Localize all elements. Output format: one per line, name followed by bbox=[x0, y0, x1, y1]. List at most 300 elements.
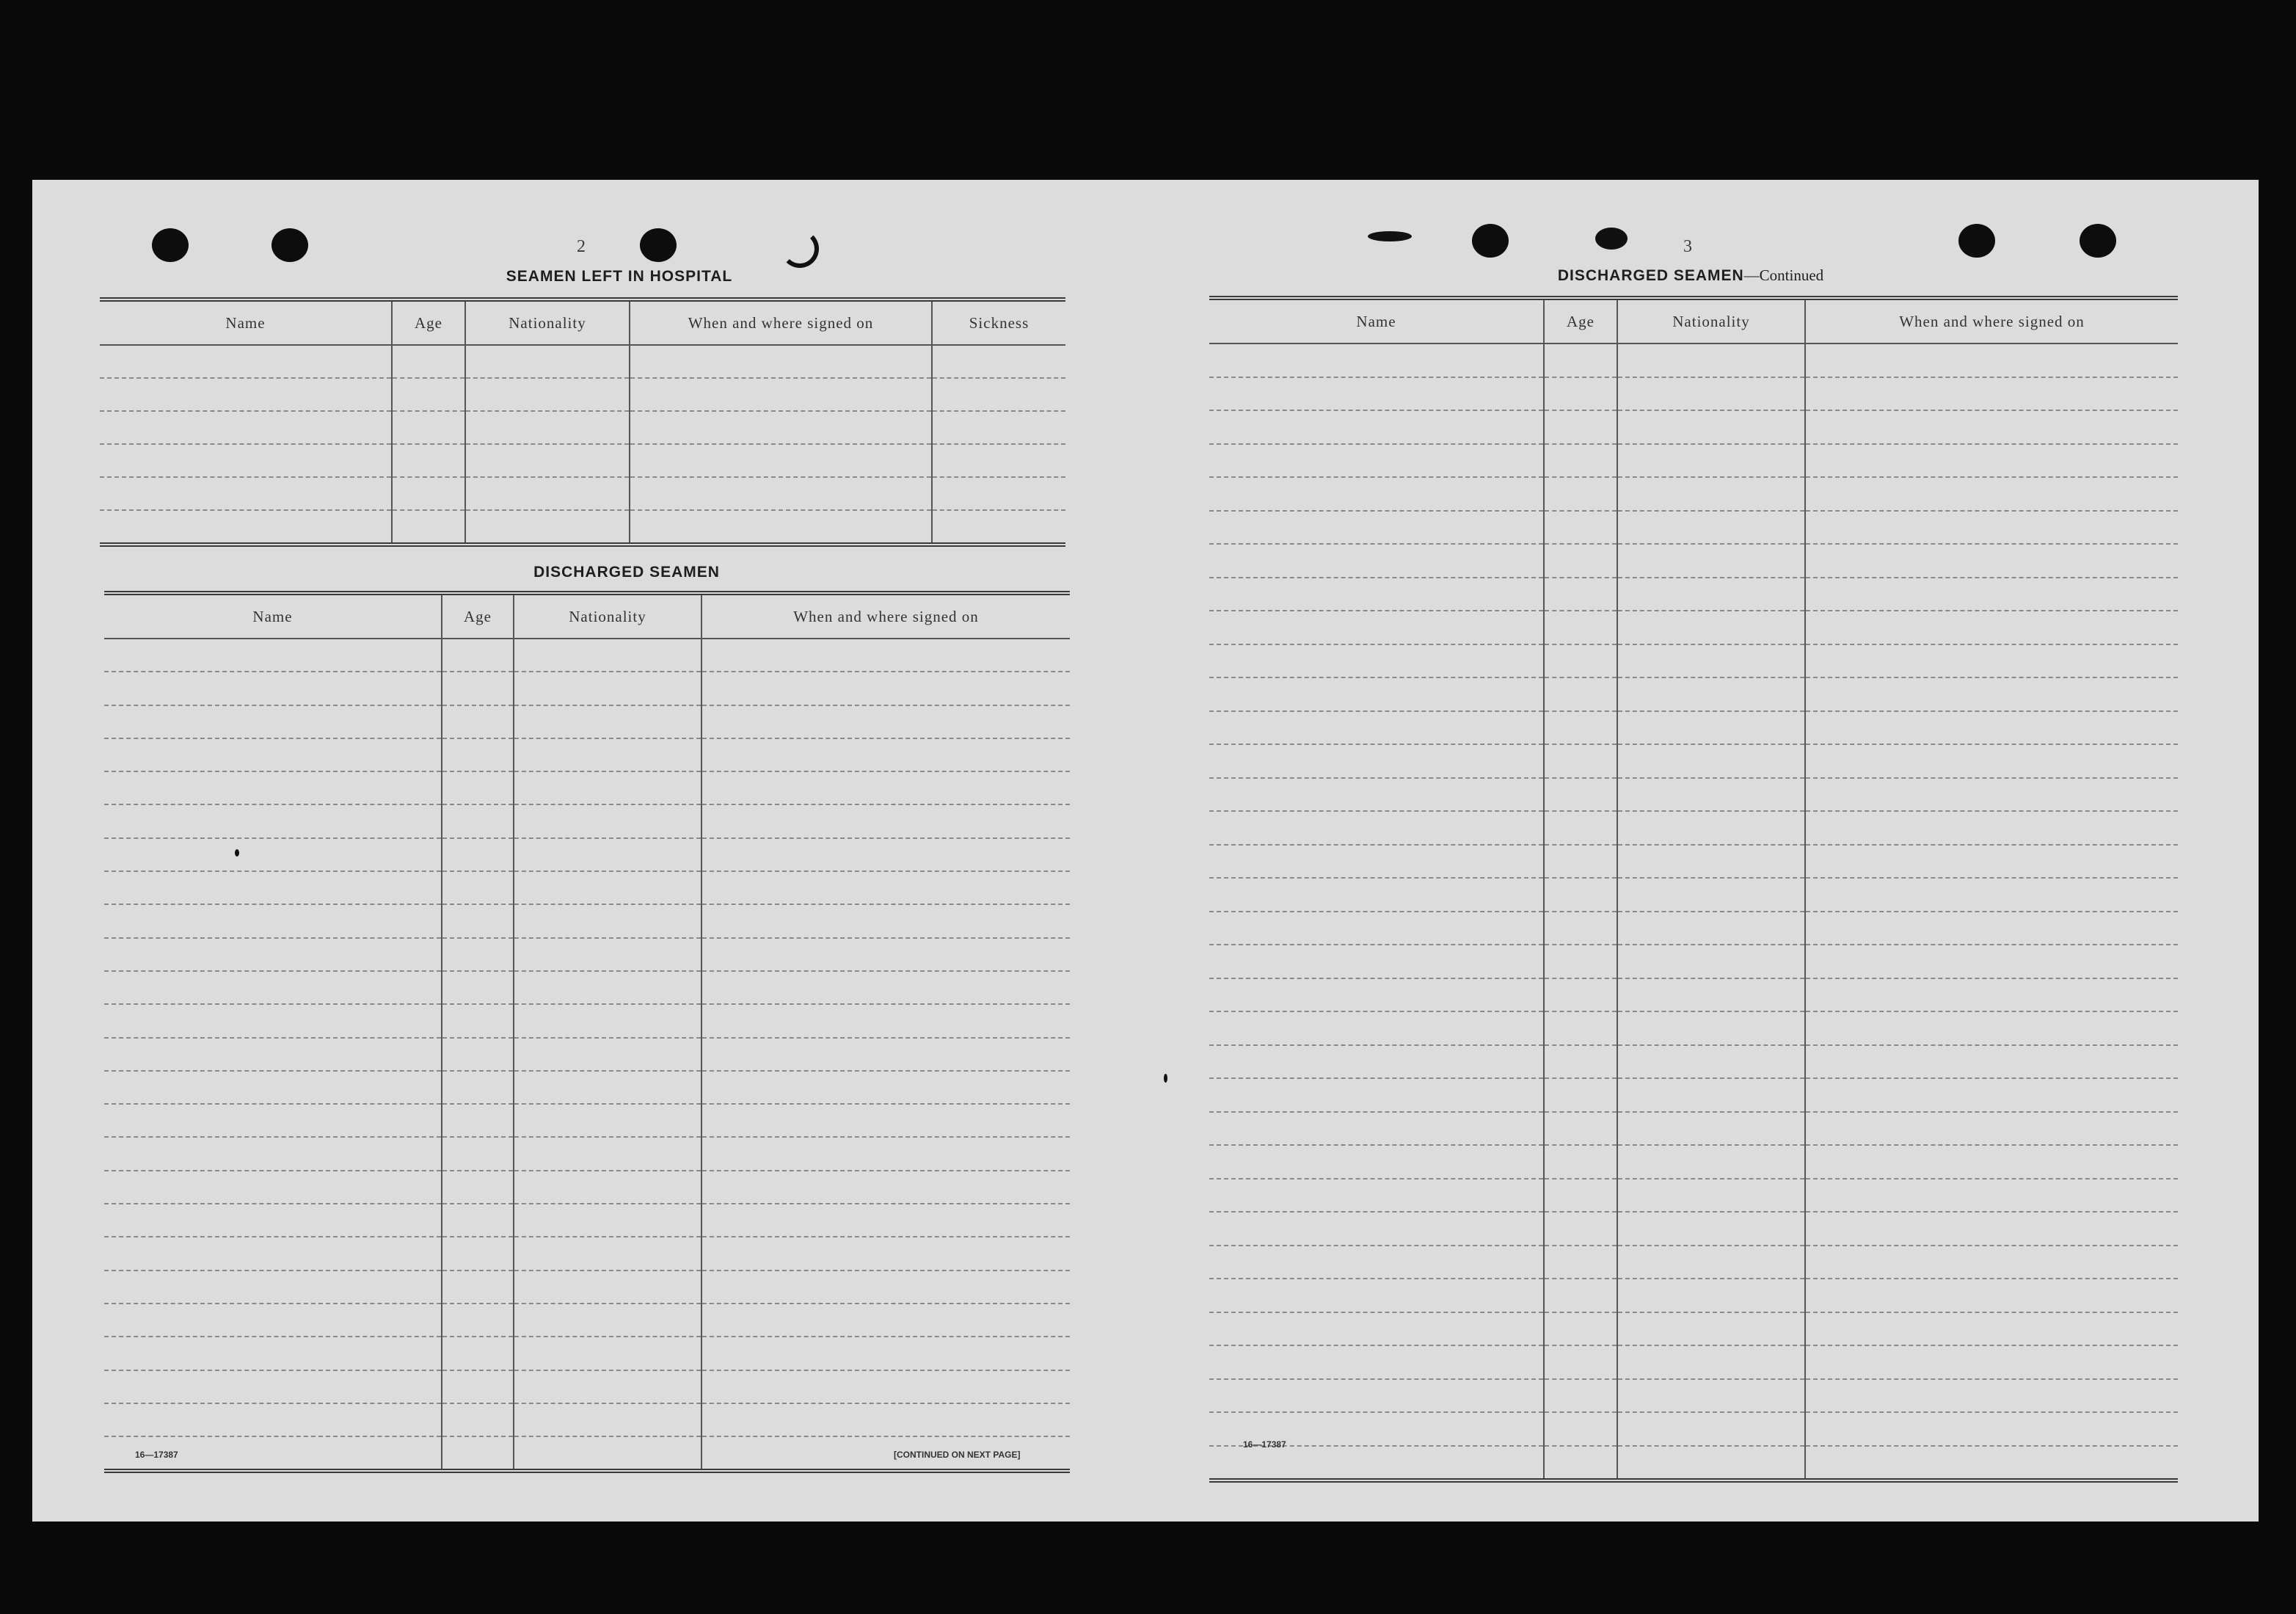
blank-cell bbox=[1544, 1212, 1617, 1246]
blank-cell bbox=[104, 804, 442, 837]
blank-cell bbox=[630, 510, 932, 545]
blank-cell bbox=[104, 1004, 442, 1037]
blank-cell bbox=[1209, 845, 1544, 879]
torn-punch-mark bbox=[1595, 228, 1628, 250]
table-row bbox=[1209, 878, 2178, 912]
table-row bbox=[104, 1304, 1070, 1337]
blank-cell bbox=[1805, 1345, 2178, 1379]
blank-cell bbox=[1544, 444, 1617, 478]
section-title-discharged: DISCHARGED SEAMEN bbox=[533, 564, 720, 581]
blank-cell bbox=[1617, 1379, 1805, 1413]
continued-suffix: —Continued bbox=[1743, 266, 1824, 284]
blank-cell bbox=[1209, 778, 1544, 812]
blank-cell bbox=[701, 1171, 1070, 1204]
blank-cell bbox=[1617, 444, 1805, 478]
table-row bbox=[1209, 1379, 2178, 1413]
blank-cell bbox=[701, 1104, 1070, 1137]
table-row bbox=[104, 1071, 1070, 1104]
blank-cell bbox=[701, 738, 1070, 771]
blank-cell bbox=[442, 1004, 514, 1037]
blank-cell bbox=[1617, 1412, 1805, 1446]
table-row bbox=[1209, 377, 2178, 411]
blank-cell bbox=[392, 345, 465, 378]
form-sheet bbox=[32, 180, 2259, 1522]
table-row bbox=[1209, 1279, 2178, 1312]
punch-hole bbox=[2080, 224, 2116, 258]
blank-cell bbox=[1805, 1312, 2178, 1346]
blank-cell bbox=[104, 938, 442, 971]
blank-cell bbox=[1617, 343, 1805, 377]
blank-cell bbox=[932, 444, 1065, 477]
blank-cell bbox=[514, 838, 701, 871]
blank-cell bbox=[442, 1237, 514, 1270]
blank-cell bbox=[1209, 1179, 1544, 1213]
blank-cell bbox=[630, 477, 932, 510]
blank-cell bbox=[514, 1137, 701, 1170]
blank-cell bbox=[442, 1304, 514, 1337]
table-row bbox=[1209, 511, 2178, 545]
blank-cell bbox=[442, 771, 514, 804]
torn-punch-mark bbox=[781, 230, 819, 268]
blank-cell bbox=[104, 1271, 442, 1304]
blank-cell bbox=[1617, 978, 1805, 1012]
blank-cell bbox=[104, 1403, 442, 1436]
blank-cell bbox=[1805, 511, 2178, 545]
blank-cell bbox=[442, 1204, 514, 1237]
blank-cell bbox=[442, 1071, 514, 1104]
table-row bbox=[104, 1337, 1070, 1370]
blank-cell bbox=[514, 904, 701, 937]
blank-cell bbox=[514, 738, 701, 771]
blank-cell bbox=[442, 1271, 514, 1304]
blank-cell bbox=[1617, 945, 1805, 978]
blank-cell bbox=[442, 838, 514, 871]
blank-cell bbox=[1805, 1246, 2178, 1279]
blank-cell bbox=[1209, 1312, 1544, 1346]
blank-cell bbox=[104, 738, 442, 771]
blank-cell bbox=[1209, 1112, 1544, 1146]
blank-cell bbox=[1617, 1212, 1805, 1246]
blank-cell bbox=[630, 444, 932, 477]
blank-cell bbox=[1209, 343, 1544, 377]
blank-cell bbox=[1544, 711, 1617, 745]
table-row bbox=[100, 411, 1065, 444]
blank-cell bbox=[701, 1337, 1070, 1370]
table-row bbox=[104, 1204, 1070, 1237]
table-row bbox=[100, 510, 1065, 545]
blank-cell bbox=[1617, 644, 1805, 678]
blank-cell bbox=[1805, 1279, 2178, 1312]
section-title-hospital: SEAMEN LEFT IN HOSPITAL bbox=[506, 268, 733, 285]
blank-cell bbox=[701, 904, 1070, 937]
blank-cell bbox=[1544, 744, 1617, 778]
form-number-left: 16—17387 bbox=[135, 1450, 178, 1460]
table-row bbox=[1209, 912, 2178, 945]
table-row bbox=[104, 938, 1070, 971]
blank-cell bbox=[1805, 845, 2178, 879]
blank-cell bbox=[100, 477, 392, 510]
blank-cell bbox=[442, 904, 514, 937]
blank-cell bbox=[1544, 1446, 1617, 1481]
table-row bbox=[104, 904, 1070, 937]
table-row bbox=[104, 672, 1070, 705]
column-header-age: Age bbox=[442, 593, 514, 639]
table-row bbox=[1209, 578, 2178, 611]
blank-cell bbox=[104, 904, 442, 937]
blank-cell bbox=[1617, 1112, 1805, 1146]
blank-cell bbox=[932, 378, 1065, 411]
blank-cell bbox=[1617, 578, 1805, 611]
blank-cell bbox=[104, 1204, 442, 1237]
blank-cell bbox=[442, 738, 514, 771]
table-row bbox=[104, 705, 1070, 738]
blank-cell bbox=[1805, 945, 2178, 978]
table-row bbox=[100, 444, 1065, 477]
blank-cell bbox=[1617, 845, 1805, 879]
blank-cell bbox=[442, 971, 514, 1004]
blank-cell bbox=[514, 1337, 701, 1370]
blank-cell bbox=[1805, 1379, 2178, 1413]
blank-cell bbox=[465, 378, 630, 411]
table-row bbox=[104, 1403, 1070, 1436]
blank-cell bbox=[100, 411, 392, 444]
punch-hole bbox=[1472, 224, 1509, 258]
blank-cell bbox=[1544, 1112, 1617, 1146]
blank-cell bbox=[1617, 778, 1805, 812]
blank-cell bbox=[1544, 477, 1617, 511]
blank-cell bbox=[1805, 578, 2178, 611]
blank-cell bbox=[1209, 1379, 1544, 1413]
blank-cell bbox=[1209, 677, 1544, 711]
blank-cell bbox=[442, 1370, 514, 1403]
blank-cell bbox=[514, 1370, 701, 1403]
blank-cell bbox=[1617, 711, 1805, 745]
blank-cell bbox=[701, 1137, 1070, 1170]
table-row bbox=[1209, 1011, 2178, 1045]
table-row bbox=[1209, 744, 2178, 778]
blank-cell bbox=[100, 345, 392, 378]
table-row bbox=[104, 1171, 1070, 1204]
blank-cell bbox=[1617, 811, 1805, 845]
blank-cell bbox=[104, 771, 442, 804]
blank-cell bbox=[1544, 878, 1617, 912]
blank-cell bbox=[104, 971, 442, 1004]
column-header-signed-on: When and where signed on bbox=[630, 299, 932, 345]
blank-cell bbox=[1805, 778, 2178, 812]
blank-cell bbox=[1617, 410, 1805, 444]
blank-cell bbox=[1805, 444, 2178, 478]
blank-cell bbox=[1617, 744, 1805, 778]
blank-cell bbox=[1617, 878, 1805, 912]
blank-cell bbox=[442, 1337, 514, 1370]
table-row bbox=[104, 1038, 1070, 1071]
blank-cell bbox=[630, 411, 932, 444]
blank-cell bbox=[1209, 544, 1544, 578]
blank-cell bbox=[1544, 343, 1617, 377]
blank-cell bbox=[1209, 1246, 1544, 1279]
blank-cell bbox=[514, 971, 701, 1004]
discharged-rows bbox=[104, 639, 1070, 1471]
blank-cell bbox=[932, 411, 1065, 444]
column-header-sickness: Sickness bbox=[932, 299, 1065, 345]
table-row bbox=[1209, 945, 2178, 978]
blank-cell bbox=[701, 705, 1070, 738]
column-header-nationality: Nationality bbox=[514, 593, 701, 639]
blank-cell bbox=[1617, 377, 1805, 411]
table-row bbox=[1209, 1345, 2178, 1379]
blank-cell bbox=[1209, 477, 1544, 511]
blank-cell bbox=[1805, 1011, 2178, 1045]
column-header-nationality: Nationality bbox=[1617, 298, 1805, 343]
table-row bbox=[1209, 711, 2178, 745]
ink-speck bbox=[1164, 1074, 1167, 1083]
table-row bbox=[1209, 1446, 2178, 1481]
blank-cell bbox=[1805, 677, 2178, 711]
blank-cell bbox=[1544, 1145, 1617, 1179]
blank-cell bbox=[1209, 978, 1544, 1012]
blank-cell bbox=[932, 477, 1065, 510]
blank-cell bbox=[104, 1370, 442, 1403]
blank-cell bbox=[1544, 1179, 1617, 1213]
table-row bbox=[1209, 1112, 2178, 1146]
blank-cell bbox=[514, 639, 701, 672]
blank-cell bbox=[701, 838, 1070, 871]
blank-cell bbox=[1805, 978, 2178, 1012]
blank-cell bbox=[1544, 1246, 1617, 1279]
blank-cell bbox=[1209, 644, 1544, 678]
blank-cell bbox=[442, 804, 514, 837]
blank-cell bbox=[442, 1038, 514, 1071]
blank-cell bbox=[1209, 410, 1544, 444]
blank-cell bbox=[701, 1004, 1070, 1037]
blank-cell bbox=[1544, 1078, 1617, 1112]
blank-cell bbox=[701, 1370, 1070, 1403]
blank-cell bbox=[392, 444, 465, 477]
blank-cell bbox=[1209, 1279, 1544, 1312]
table-row bbox=[104, 971, 1070, 1004]
blank-cell bbox=[465, 477, 630, 510]
table-row bbox=[100, 378, 1065, 411]
blank-cell bbox=[1805, 811, 2178, 845]
column-header-name: Name bbox=[100, 299, 392, 345]
blank-cell bbox=[1544, 1379, 1617, 1413]
blank-cell bbox=[1544, 1312, 1617, 1346]
blank-cell bbox=[1805, 544, 2178, 578]
blank-cell bbox=[1544, 511, 1617, 545]
blank-cell bbox=[1617, 1312, 1805, 1346]
blank-cell bbox=[1544, 377, 1617, 411]
blank-cell bbox=[1544, 912, 1617, 945]
blank-cell bbox=[1544, 1279, 1617, 1312]
hospital-rows bbox=[100, 345, 1065, 545]
blank-cell bbox=[1209, 1345, 1544, 1379]
blank-cell bbox=[392, 378, 465, 411]
blank-cell bbox=[701, 804, 1070, 837]
table-row bbox=[1209, 1145, 2178, 1179]
table-row bbox=[1209, 544, 2178, 578]
blank-cell bbox=[442, 672, 514, 705]
blank-cell bbox=[442, 705, 514, 738]
blank-cell bbox=[1544, 1345, 1617, 1379]
column-header-signed-on: When and where signed on bbox=[1805, 298, 2178, 343]
blank-cell bbox=[932, 345, 1065, 378]
blank-cell bbox=[1617, 611, 1805, 644]
blank-cell bbox=[442, 1104, 514, 1137]
table-row bbox=[1209, 410, 2178, 444]
blank-cell bbox=[1209, 1078, 1544, 1112]
blank-cell bbox=[514, 1038, 701, 1071]
blank-cell bbox=[1209, 1011, 1544, 1045]
blank-cell bbox=[1617, 1078, 1805, 1112]
blank-cell bbox=[1209, 1145, 1544, 1179]
blank-cell bbox=[1805, 1045, 2178, 1079]
blank-cell bbox=[1617, 1446, 1805, 1481]
section-title-text: DISCHARGED SEAMEN bbox=[1557, 267, 1744, 284]
blank-cell bbox=[104, 871, 442, 904]
table-row bbox=[1209, 778, 2178, 812]
blank-cell bbox=[701, 1204, 1070, 1237]
blank-cell bbox=[104, 1137, 442, 1170]
blank-cell bbox=[1544, 1011, 1617, 1045]
blank-cell bbox=[701, 639, 1070, 672]
discharged-table bbox=[104, 591, 1070, 1473]
table-row bbox=[1209, 978, 2178, 1012]
blank-cell bbox=[1544, 611, 1617, 644]
blank-cell bbox=[1805, 410, 2178, 444]
blank-cell bbox=[701, 1237, 1070, 1270]
table-row bbox=[100, 477, 1065, 510]
blank-cell bbox=[442, 1436, 514, 1471]
blank-cell bbox=[104, 705, 442, 738]
blank-cell bbox=[104, 639, 442, 672]
table-row bbox=[1209, 1412, 2178, 1446]
punch-hole bbox=[271, 228, 308, 262]
table-row bbox=[1209, 477, 2178, 511]
blank-cell bbox=[1805, 1412, 2178, 1446]
blank-cell bbox=[1209, 878, 1544, 912]
section-title-discharged-continued bbox=[1485, 266, 1896, 285]
table-row bbox=[104, 1271, 1070, 1304]
blank-cell bbox=[1617, 1279, 1805, 1312]
column-header-name: Name bbox=[104, 593, 442, 639]
blank-cell bbox=[442, 1171, 514, 1204]
punch-hole bbox=[152, 228, 189, 262]
table-row bbox=[1209, 1179, 2178, 1213]
blank-cell bbox=[1209, 444, 1544, 478]
blank-cell bbox=[630, 345, 932, 378]
table-row bbox=[104, 1370, 1070, 1403]
table-row bbox=[1209, 343, 2178, 377]
blank-cell bbox=[630, 378, 932, 411]
table-row bbox=[104, 771, 1070, 804]
blank-cell bbox=[100, 444, 392, 477]
blank-cell bbox=[1544, 1412, 1617, 1446]
blank-cell bbox=[1805, 1179, 2178, 1213]
blank-cell bbox=[442, 938, 514, 971]
blank-cell bbox=[514, 1204, 701, 1237]
blank-cell bbox=[1805, 611, 2178, 644]
blank-cell bbox=[701, 1038, 1070, 1071]
blank-cell bbox=[701, 672, 1070, 705]
blank-cell bbox=[514, 672, 701, 705]
blank-cell bbox=[1617, 1345, 1805, 1379]
table-row bbox=[1209, 1312, 2178, 1346]
blank-cell bbox=[932, 510, 1065, 545]
table-row bbox=[1209, 444, 2178, 478]
blank-cell bbox=[104, 1071, 442, 1104]
blank-cell bbox=[1617, 544, 1805, 578]
blank-cell bbox=[1617, 1145, 1805, 1179]
blank-cell bbox=[1805, 1078, 2178, 1112]
blank-cell bbox=[701, 1071, 1070, 1104]
blank-cell bbox=[392, 411, 465, 444]
table-row bbox=[1209, 811, 2178, 845]
blank-cell bbox=[1805, 1112, 2178, 1146]
blank-cell bbox=[514, 1436, 701, 1471]
blank-cell bbox=[1617, 1011, 1805, 1045]
table-row bbox=[1209, 611, 2178, 644]
blank-cell bbox=[1209, 1045, 1544, 1079]
column-header-signed-on: When and where signed on bbox=[701, 593, 1070, 639]
form-number-right: 16—17387 bbox=[1243, 1439, 1286, 1450]
blank-cell bbox=[1209, 811, 1544, 845]
blank-cell bbox=[392, 477, 465, 510]
table-row bbox=[1209, 644, 2178, 678]
blank-cell bbox=[1805, 744, 2178, 778]
blank-cell bbox=[104, 1171, 442, 1204]
table-row bbox=[100, 345, 1065, 378]
blank-cell bbox=[1544, 644, 1617, 678]
table-row bbox=[104, 1137, 1070, 1170]
blank-cell bbox=[1805, 878, 2178, 912]
blank-cell bbox=[1209, 511, 1544, 545]
table-row bbox=[1209, 845, 2178, 879]
blank-cell bbox=[1617, 477, 1805, 511]
blank-cell bbox=[1544, 978, 1617, 1012]
column-header-name: Name bbox=[1209, 298, 1544, 343]
blank-cell bbox=[104, 1104, 442, 1137]
blank-cell bbox=[514, 1171, 701, 1204]
blank-cell bbox=[701, 1304, 1070, 1337]
blank-cell bbox=[701, 871, 1070, 904]
blank-cell bbox=[1209, 1212, 1544, 1246]
table-row bbox=[104, 639, 1070, 672]
column-header-age: Age bbox=[392, 299, 465, 345]
blank-cell bbox=[1209, 611, 1544, 644]
blank-cell bbox=[442, 871, 514, 904]
blank-cell bbox=[1617, 677, 1805, 711]
blank-cell bbox=[1544, 677, 1617, 711]
blank-cell bbox=[514, 771, 701, 804]
blank-cell bbox=[1805, 477, 2178, 511]
blank-cell bbox=[514, 1403, 701, 1436]
blank-cell bbox=[442, 1403, 514, 1436]
blank-cell bbox=[104, 1237, 442, 1270]
blank-cell bbox=[514, 871, 701, 904]
blank-cell bbox=[465, 444, 630, 477]
punch-hole bbox=[1958, 224, 1995, 258]
table-row bbox=[1209, 677, 2178, 711]
blank-cell bbox=[104, 838, 442, 871]
discharged-continued-rows bbox=[1209, 343, 2178, 1480]
blank-cell bbox=[701, 1271, 1070, 1304]
table-row bbox=[104, 871, 1070, 904]
blank-cell bbox=[1617, 1246, 1805, 1279]
blank-cell bbox=[104, 672, 442, 705]
blank-cell bbox=[514, 1304, 701, 1337]
blank-cell bbox=[1617, 912, 1805, 945]
blank-cell bbox=[1209, 945, 1544, 978]
